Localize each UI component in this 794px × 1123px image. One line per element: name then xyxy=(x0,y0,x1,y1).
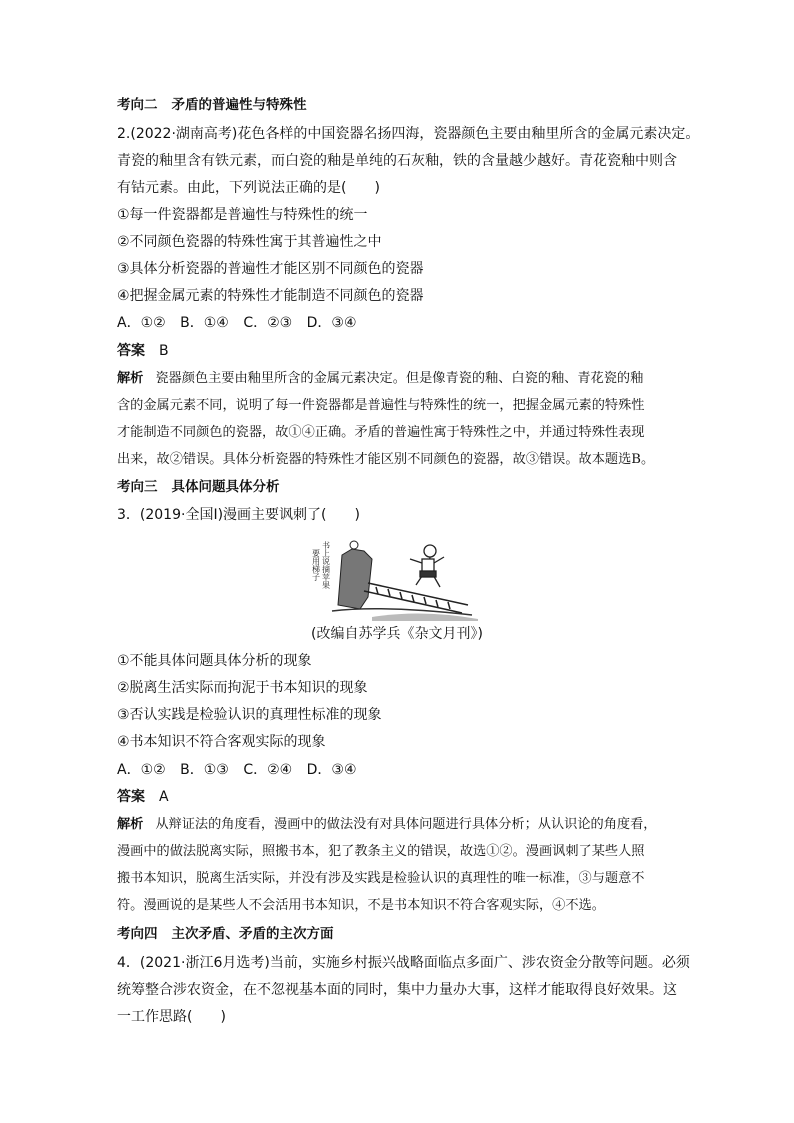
q3-statement-1: ①不能具体问题具体分析的现象 xyxy=(117,653,312,669)
section-title: 矛盾的普遍性与特殊性 xyxy=(171,97,307,113)
section-label: 考向三 xyxy=(117,479,158,495)
section-title: 主次矛盾、矛盾的主次方面 xyxy=(171,926,334,942)
q3-stem: 3．(2019·全国Ⅰ)漫画主要讽刺了( ) xyxy=(117,507,360,523)
explanation-label: 解析 xyxy=(117,817,144,832)
option-c: C．②④ xyxy=(243,762,293,778)
q2-answer xyxy=(117,341,687,361)
option-d: D．③④ xyxy=(306,762,357,778)
q2-statement-3: ③具体分析瓷器的普遍性才能区别不同颜色的瓷器 xyxy=(117,261,424,277)
q2-stem-line-1: 2.(2022·湖南高考)花色各样的中国瓷器名扬四海，瓷器颜色主要由釉里所含的金属元素决定。 xyxy=(117,126,700,142)
option-a: A．①② xyxy=(117,762,166,778)
q2-stem-line-3: 有钴元素。由此，下列说法正确的是( ) xyxy=(117,180,380,196)
cartoon-illustration xyxy=(312,535,480,621)
apple-icon xyxy=(350,541,358,549)
tree-trunk-icon xyxy=(338,549,372,609)
q3-statement-2: ②脱离生活实际而拘泥于书本知识的现象 xyxy=(117,680,368,696)
q3-options xyxy=(117,760,687,780)
cartoon-source-caption: (改编自苏学兵《杂文月刊》) xyxy=(311,626,483,642)
option-a: A．①② xyxy=(117,315,166,331)
option-d: D．③④ xyxy=(306,315,357,331)
section-title: 具体问题具体分析 xyxy=(171,479,280,495)
q2-explanation-line-3: 才能制造不同颜色的瓷器，故①④正确。矛盾的普遍性寓于特殊性之中，并通过特殊性表现 xyxy=(117,425,645,440)
answer-value: A xyxy=(159,789,169,805)
q2-stem-line-2: 青瓷的釉里含有铁元素，而白瓷的釉是单纯的石灰釉，铁的含量越少越好。青花瓷釉中则含 xyxy=(117,153,677,169)
q2-explanation-line-2: 含的金属元素不同，说明了每一件瓷器都是普遍性与特殊性的统一，把握金属元素的特殊性 xyxy=(117,398,645,413)
q2-statement-4: ④把握金属元素的特殊性才能制造不同颜色的瓷器 xyxy=(117,288,424,304)
cartoon-caption-col-1: 书上说摘苹果 xyxy=(321,541,331,589)
q3-explanation-line-2: 漫画中的做法脱离实际，照搬书本，犯了教条主义的错误，故选①②。漫画讽刺了某些人照 xyxy=(117,844,645,859)
section-heading-4 xyxy=(117,924,687,944)
q2-statement-2: ②不同颜色瓷器的特殊性寓于其普遍性之中 xyxy=(117,234,382,250)
section-heading-2 xyxy=(117,95,687,115)
cartoon-caption-col-2: 要用梯子 xyxy=(312,549,321,581)
q4-stem-line-2: 统筹整合涉农资金，在不忽视基本面的同时，集中力量办大事，这样才能取得良好效果。这 xyxy=(117,982,677,998)
q2-statement-1: ①每一件瓷器都是普遍性与特殊性的统一 xyxy=(117,207,368,223)
q3-explanation-line-1: 解析 从辩证法的角度看，漫画中的做法没有对具体问题进行具体分析；从认识论的角度看， xyxy=(117,817,657,832)
q3-explanation-line-3: 搬书本知识，脱离生活实际，并没有涉及实践是检验认识的真理性的唯一标准，③与题意不 xyxy=(117,871,645,886)
q2-options xyxy=(117,313,687,333)
answer-value: B xyxy=(159,343,169,359)
q2-explanation-line-4: 出来，故②错误。具体分析瓷器的特殊性才能区别不同颜色的瓷器，故③错误。故本题选B。 xyxy=(117,452,655,467)
boy-figure-icon xyxy=(410,545,444,587)
q3-explanation-line-4: 符。漫画说的是某些人不会活用书本知识，不是书本知识不符合客观实际，④不选。 xyxy=(117,898,605,913)
explanation-label: 解析 xyxy=(117,371,144,386)
q2-explanation-line-1: 解析 瓷器颜色主要由釉里所含的金属元素决定。但是像青瓷的釉、白瓷的釉、青花瓷的釉 xyxy=(117,371,644,386)
q3-statement-3: ③否认实践是检验认识的真理性标准的现象 xyxy=(117,707,382,723)
section-heading-3 xyxy=(117,477,687,497)
q3-statement-4: ④书本知识不符合客观实际的现象 xyxy=(117,734,326,750)
option-b: B．①④ xyxy=(180,315,229,331)
answer-label: 答案 xyxy=(117,343,145,359)
section-label: 考向四 xyxy=(117,926,158,942)
q3-answer xyxy=(117,787,687,807)
q4-stem-line-1: 4．(2021·浙江6月选考)当前，实施乡村振兴战略面临点多面广、涉农资金分散等问题。必须 xyxy=(117,955,690,971)
q4-stem-line-3: 一工作思路( ) xyxy=(117,1009,226,1025)
section-label: 考向二 xyxy=(117,97,158,113)
option-c: C．②③ xyxy=(243,315,293,331)
answer-label: 答案 xyxy=(117,789,145,805)
option-b: B．①③ xyxy=(180,762,229,778)
